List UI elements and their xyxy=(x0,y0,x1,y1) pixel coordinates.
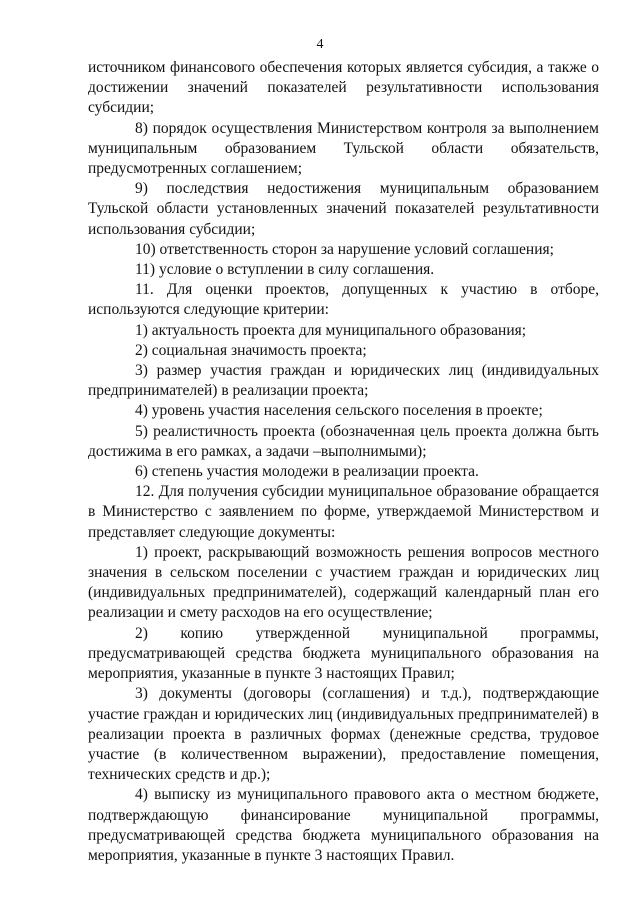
criterion-4-population-participation: 4) уровень участия населения сельского поселения в проекте; xyxy=(135,402,543,420)
document-1-project: 1) проект, раскрывающий возможность решения вопросов местного значения в сельском поселении с участием граждан и юридических лиц (индивидуальных предпринимателей), содержащий календарный план его реализации и смету расходов на его осуществление; xyxy=(88,543,599,622)
criterion-3-participation-size: 3) размер участия граждан и юридических лиц (индивидуальных предпринимателей) в реализации проекта; xyxy=(88,362,599,400)
document-2-program-copy: 2) копию утвержденной муниципальной программы, предусматривающей средства бюджета муниципального образования на мероприятия, указанные в пункте 3 настоящих Правил; xyxy=(88,624,599,683)
list-item-11-entry-into-force: 11) условие о вступлении в силу соглашения. xyxy=(135,261,435,279)
document-body xyxy=(88,58,599,866)
criterion-1-relevance: 1) актуальность проекта для муниципального образования; xyxy=(135,321,527,339)
list-item-10-responsibility: 10) ответственность сторон за нарушение условий соглашения; xyxy=(135,240,554,258)
list-item-9-consequences: 9) последствия недостижения муниципальным образованием Тульской области установленных значений показателей результативности использования субсидии; xyxy=(88,180,599,238)
document-4-budget-extract: 4) выписку из муниципального правового акта о местном бюджете, подтверждающую финансирование муниципальной программы, предусматривающей средства бюджета муниципального образования на мероприятия, указанные в пункте 3 настоящих Правил. xyxy=(88,786,599,864)
criterion-5-realism: 5) реалистичность проекта (обозначенная цель проекта должна быть достижима в его рамках, а задачи –выполнимыми); xyxy=(88,422,599,460)
list-item-8-control-procedure: 8) порядок осуществления Министерством контроля за выполнением муниципальным образованием Тульской области обязательств, предусмотренных соглашением; xyxy=(88,119,599,178)
page-number: 4 xyxy=(316,37,324,52)
criterion-6-youth-participation: 6) степень участия молодежи в реализации проекта. xyxy=(135,463,479,481)
paragraph-continuation: источником финансового обеспечения которых является субсидия, а также о достижении значений показателей результативности использования субсидии; xyxy=(88,59,599,117)
section-12-documents-intro: 12. Для получения субсидии муниципальное образование обращается в Министерство с заявлением по форме, утверждаемой Министерством и представляет следующие документы: xyxy=(88,483,599,541)
criterion-2-social-significance: 2) социальная значимость проекта; xyxy=(135,341,367,359)
section-11-criteria-intro: 11. Для оценки проектов, допущенных к участию в отборе, используются следующие критерии: xyxy=(88,281,599,319)
document-3-participation-documents: 3) документы (договоры (соглашения) и т.д.), подтверждающие участие граждан и юридических лиц (индивидуальных предпринимателей) в реализации проекта в различных формах (денежные средства, трудовое участие (в количественном выражении), предоставление помещения, технических средств и др.); xyxy=(88,685,599,784)
